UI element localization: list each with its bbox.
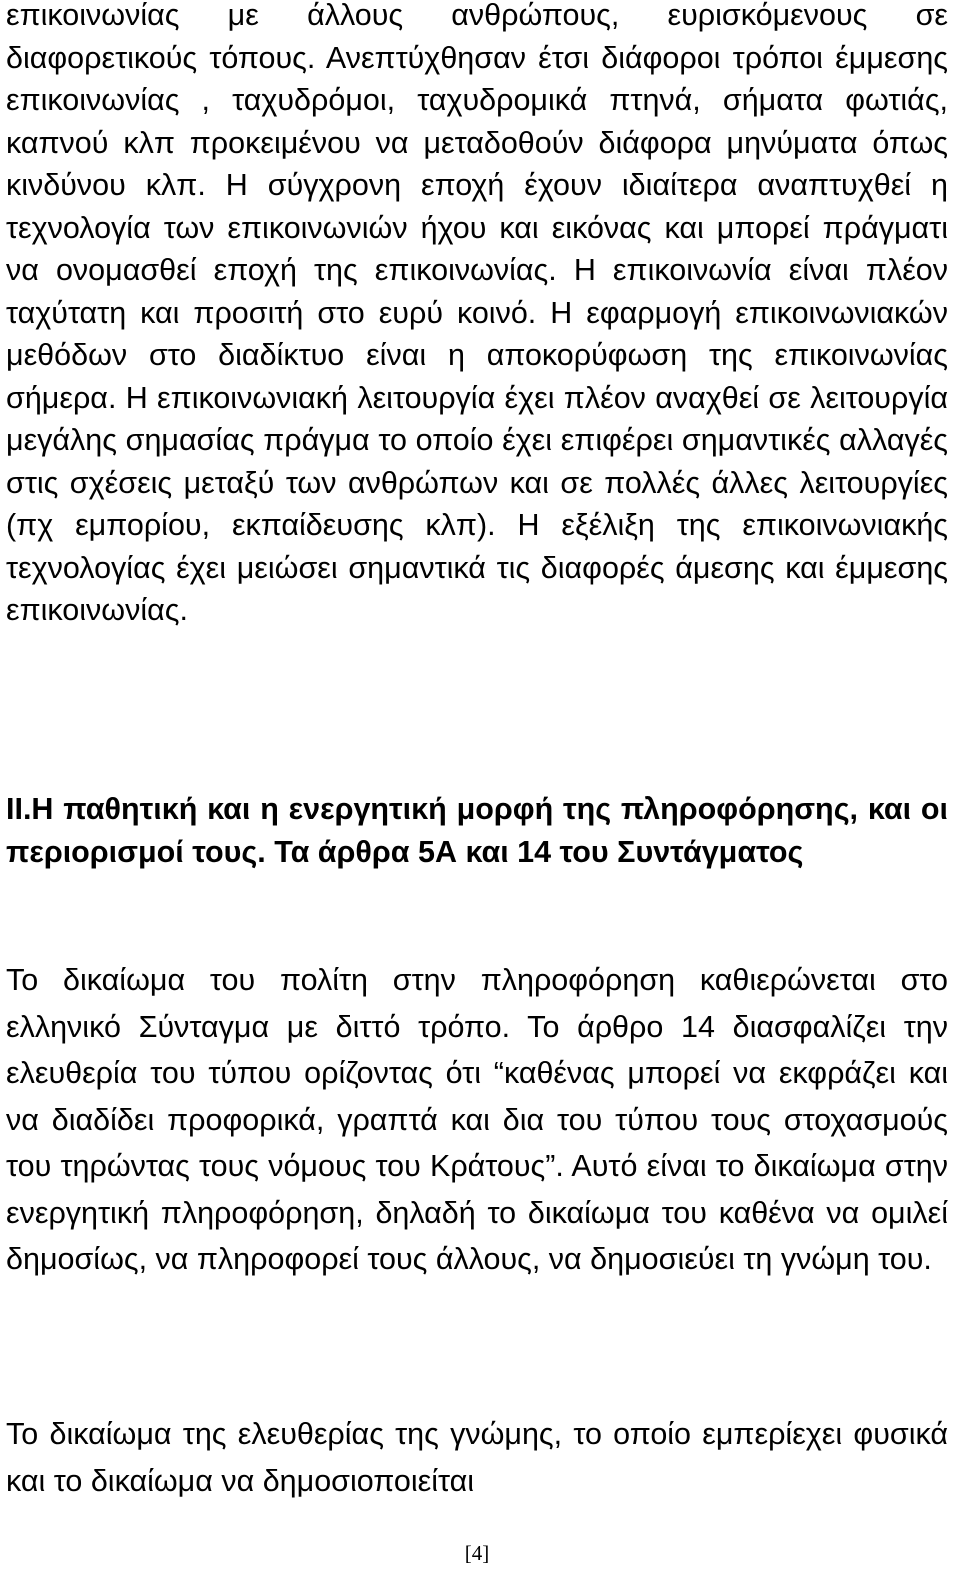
- body-paragraph: Το δικαίωμα της ελευθερίας της γνώμης, το οποίο εμπερίεχει φυσικά και το δικαίωμα να δημοσιοποιείται: [6, 1417, 948, 1498]
- body-paragraph: επικοινωνίας με άλλους ανθρώπους, ευρισκόμενους σε διαφορετικούς τόπους. Ανεπτύχθησαν έτσι διάφοροι τρόποι έμμεσης επικοινωνίας , ταχυδρόμοι, ταχυδρομικά πτηνά, σήματα φωτιάς, καπνού κλπ προκειμένου να μεταδοθούν διάφορα μηνύματα όπως κινδύνου κλπ. Η σύγχρονη εποχή έχουν ιδιαίτερα αναπτυχθεί η τεχνολογία των επικοινωνιών ήχου και εικόνας και μπορεί πράγματι να ονομασθεί εποχή της επικοινωνίας. Η επικοινωνία είναι πλέον ταχύτατη και προσιτή στο ευρύ κοινό. Η εφαρμογή επικοινωνιακών μεθόδων στο διαδίκτυο είναι η αποκορύφωση της επικοινωνίας σήμερα. Η επικοινωνιακή λειτουργία έχει πλέον αναχθεί σε λειτουργία μεγάλης σημασίας πράγμα το οποίο έχει επιφέρει σημαντικές αλλαγές στις σχέσεις μεταξύ των ανθρώπων και σε πολλές άλλες λειτουργίες (πχ εμπορίου, εκπαίδευσης κλπ). Η εξέλιξη της επικοινωνιακής τεχνολογίας έχει μειώσει σημαντικά τις διαφορές άμεσης και έμμεσης επικοινωνίας.: [6, 0, 948, 627]
- page-number: [4]: [464, 1541, 490, 1565]
- body-paragraph: Το δικαίωμα του πολίτη στην πληροφόρηση καθιερώνεται στο ελληνικό Σύνταγμα με διττό τρόπο. Το άρθρο 14 διασφαλίζει την ελευθερία του τύπου ορίζοντας ότι “καθένας μπορεί να εκφράζει και να διαδίδει προφορικά, γραπτά και δια του τύπου τους στοχασμούς του τηρώντας τους νόμους του Κράτους”. Αυτό είναι το δικαίωμα στην ενεργητική πληροφόρηση, δηλαδή το δικαίωμα του καθένα να ομιλεί δημοσίως, να πληροφορεί τους άλλους, να δημοσιεύει τη γνώμη του.: [6, 963, 948, 1276]
- section-heading: ΙΙ.Η παθητική και η ενεργητική μορφή της πληροφόρησης, και οι περιορισμοί τους. Τα άρθρα 5Α και 14 του Συντάγματος: [6, 792, 948, 869]
- document-page: [6, 0, 948, 1581]
